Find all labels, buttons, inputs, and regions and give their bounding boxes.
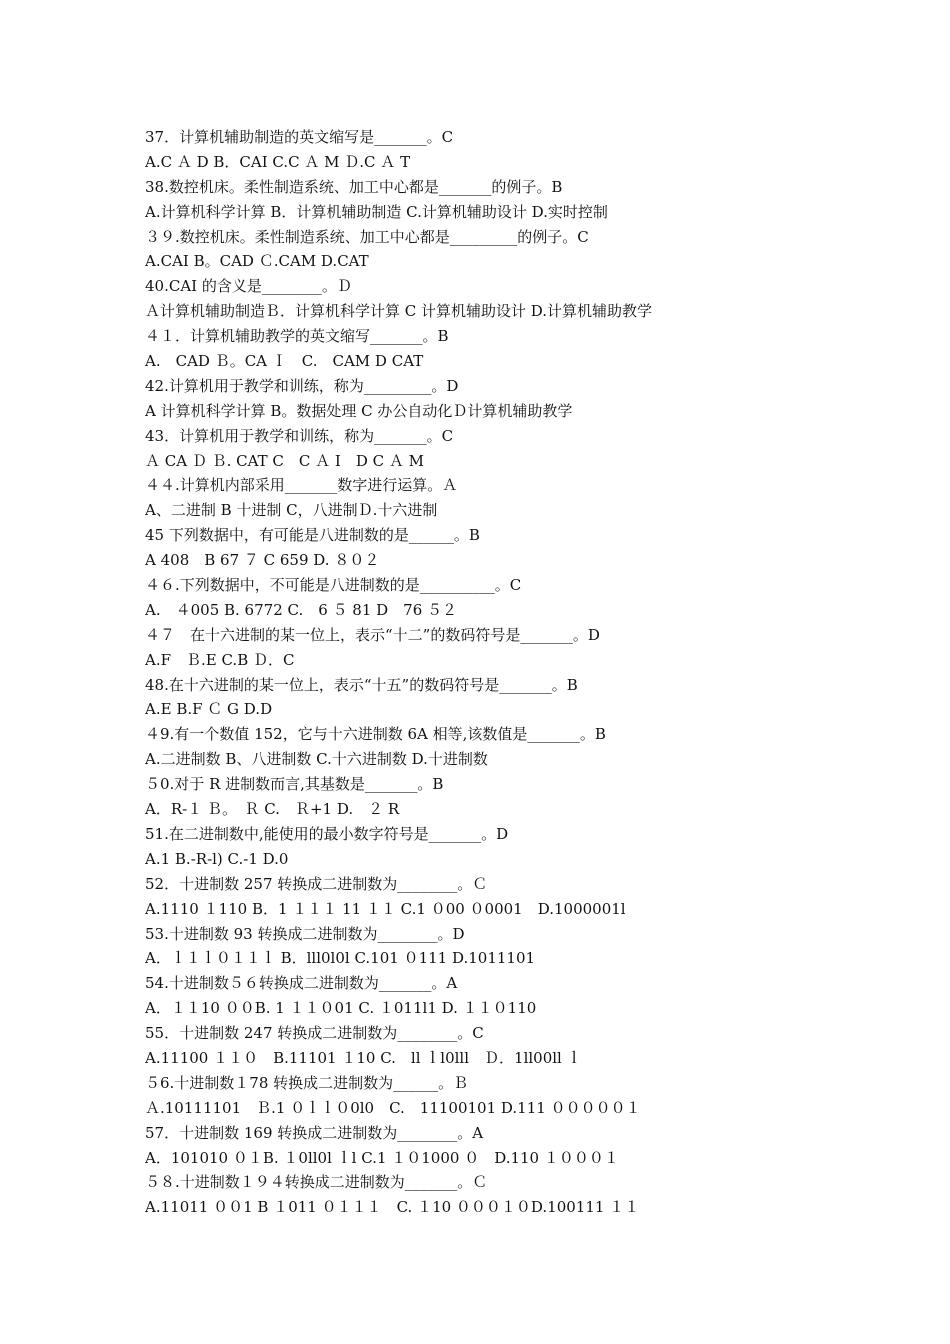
text-line: 55．十进制数 247 转换成二进制数为________。C <box>145 1024 484 1043</box>
text-line: ３９.数控机床。柔性制造系统、加工中心都是_________的例子。C <box>145 227 589 246</box>
text-line: A.11011 ００1 B １011 ０１１１ C. １10 ０００１０D.100111 １１ <box>145 1198 640 1217</box>
text-line: A.F Ｂ.E C.B Ｄ．C <box>145 650 295 669</box>
text-line: A 408 B 67 ７ C 659 D. ８０２ <box>145 551 380 570</box>
text-line: 45 下列数据中，有可能是八进制数的是______。B <box>145 526 480 545</box>
text-line: A. ４005 B. 6772 C. 6 ５ 81 D 76 ５２ <box>145 600 458 619</box>
text-line: 54.十进制数５６转换成二进制数为_______。A <box>145 974 458 993</box>
text-line: ５８.十进制数１９４转换成二进制数为_______。Ｃ <box>145 1173 488 1192</box>
text-line: 38.数控机床。柔性制造系统、加工中心都是_______的例子。B <box>145 177 563 196</box>
text-line: ５0.对于 R 进制数而言,其基数是_______。B <box>145 775 444 794</box>
text-line: A.CAI B。CAD Ｃ.CAM D.CAT <box>145 252 369 271</box>
text-line: 51.在二进制数中,能使用的最小数字符号是_______。D <box>145 824 509 843</box>
text-line: A.1 B.-R-l) C.-1 D.0 <box>145 849 289 868</box>
text-line: 48.在十六进制的某一位上，表示“十五”的数码符号是_______。B <box>145 675 578 694</box>
text-line: 53.十进制数 93 转换成二进制数为________。D <box>145 924 465 943</box>
text-line: A.1110 １110 B．1 １１１ 11 １１ C.1 ０00 ０0001 D.1000001l <box>145 899 626 918</box>
text-line: ４４.计算机内部采用_______数字进行运算。Ａ <box>145 476 458 495</box>
text-line: A.计算机科学计算 B．计算机辅助制造 C.计算机辅助设计 D.实时控制 <box>145 202 608 221</box>
text-line: A.11100 １１０ B.11101 １10 C. ll ｌl0lll Ｄ．1ll00ll ｌ <box>145 1048 582 1067</box>
text-line: Ａ CA Ｄ Ｂ. CAT C C Ａ I D C Ａ M <box>145 451 424 470</box>
text-line: 37．计算机辅助制造的英文缩写是_______。C <box>145 128 454 146</box>
text-line: ４１．计算机辅助教学的英文缩写_______。B <box>145 327 449 346</box>
text-line: A．R-１ Ｂ。 Ｒ C. Ｒ+1 D. ２ R <box>145 800 400 819</box>
text-line: A. CAD Ｂ。CA Ｉ C. CAM D CAT <box>145 352 424 371</box>
text-line: A 计算机科学计算 B。数据处理 C 办公自动化Ｄ计算机辅助教学 <box>145 401 573 420</box>
text-line: A.二进制数 B、八进制数 C.十六进制数 D.十进制数 <box>145 750 488 769</box>
text-line: A．101010 ０１B. １0ll0l ｌl C.1 １０1000 ０ D.110 １０００１ <box>145 1148 619 1167</box>
text-line: ５6.十进制数１78 转换成二进制数为______。Ｂ <box>145 1073 469 1092</box>
text-line: Ａ计算机辅助制造Ｂ．计算机科学计算 C 计算机辅助设计 D.计算机辅助教学 <box>145 302 653 321</box>
text-line: ４9.有一个数值 152，它与十六进制数 6A 相等,该数值是_______。B <box>145 725 606 744</box>
text-line: Ａ.10111101 Ｂ.1 ０ｌｌ０0l0 C. 11100101 D.111 ０００００１ <box>145 1098 641 1117</box>
text-line: ４７ 在十六进制的某一位上，表示“十二”的数码符号是_______。D <box>145 625 600 644</box>
text-line: ４６.下列数据中，不可能是八进制数的是__________。C <box>145 576 522 595</box>
question-list <box>145 125 845 1220</box>
text-line: A、二进制 B 十进制 C，八进制Ｄ.十六进制 <box>145 501 438 520</box>
text-line: 43．计算机用于教学和训练，称为_______。C <box>145 426 454 445</box>
text-line: A．ｌ１ｌ０１１ｌ B．lll0l0l C.101 ０111 D.1011101 <box>145 949 536 968</box>
text-line: A.C Ａ D B．CAI C.C Ａ M Ｄ.C Ａ T <box>145 152 411 171</box>
text-line: 52．十进制数 257 转换成二进制数为________。Ｃ <box>145 874 488 893</box>
text-line: A．１１10 ００B. 1 １１０01 C. １011l1 D. １１０110 <box>145 999 537 1018</box>
text-line: A.E B.F Ｃ G D.D <box>145 700 273 719</box>
text-line: 42.计算机用于教学和训练，称为_________。D <box>145 376 459 395</box>
text-line: 40.CAI 的含义是________。Ｄ <box>145 277 352 296</box>
text-line: 57．十进制数 169 转换成二进制数为________。A <box>145 1123 484 1142</box>
